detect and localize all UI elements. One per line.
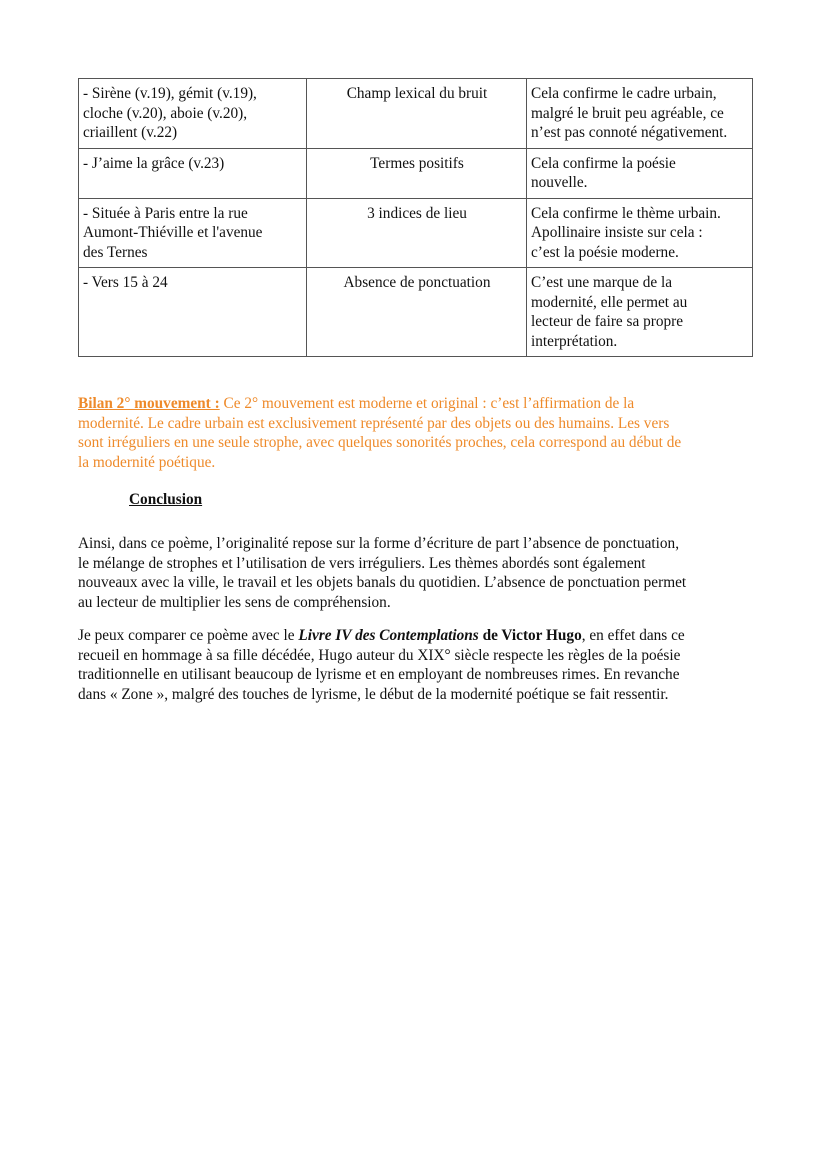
cell-line: malgré le bruit peu agréable, ce [531,104,724,122]
bilan-label: Bilan 2° mouvement : [78,395,220,412]
cell-line: C’est une marque de la [531,274,673,291]
comparison-paragraph [78,626,685,704]
bilan-line: Ce 2° mouvement est moderne et original : c’est l’affirmation de la [219,395,635,412]
cell-line: cloche (v.20), aboie (v.20), [83,104,248,122]
cell-line: Aumont-Thiéville et l'avenue [83,224,263,241]
cell-line: Cela confirme le cadre urbain, [531,85,717,102]
cell-line: des Ternes [83,243,148,261]
table-row [79,268,753,357]
paragraph-line: traditionnelle en utilisant beaucoup de lyrisme et en employant de nombreuses rimes. En revanche [78,666,680,683]
quote-cell [79,268,307,357]
technique-cell: 3 indices de lieu [307,198,527,268]
analysis-table [78,78,753,357]
table-row [79,198,753,268]
paragraph-text: Je peux comparer ce poème avec le [78,627,299,644]
bilan-line: la modernité poétique. [78,453,216,471]
bilan-line: sont irréguliers en une seule strophe, avec quelques sonorités proches, cela correspond au début de [78,434,682,451]
paragraph-line: Ainsi, dans ce poème, l’originalité repose sur la forme d’écriture de part l’absence de ponctuation, [78,535,680,552]
interpretation-cell [527,268,753,357]
table-row [79,148,753,198]
quote-cell [79,198,307,268]
cell-line: nouvelle. [531,174,588,191]
cell-line: - J’aime la grâce (v.23) [83,154,225,172]
author-name: de Victor Hugo [478,627,582,644]
table-row [79,79,753,149]
cell-line: modernité, elle permet au [531,293,688,311]
interpretation-cell [527,79,753,149]
work-title: Livre IV des Contemplations [298,627,479,644]
technique-cell: Champ lexical du bruit [307,79,527,149]
bilan-line: modernité. Le cadre urbain est exclusivement représenté par des objets ou des humains. Les vers [78,414,670,432]
cell-line: criaillent (v.22) [83,124,178,141]
paragraph-line: recueil en hommage à sa fille décédée, Hugo auteur du XIX° siècle respecte les règles de la poésie [78,646,681,664]
cell-line: - Sirène (v.19), gémit (v.19), [83,85,257,102]
interpretation-cell [527,198,753,268]
technique-cell: Termes positifs [307,148,527,198]
quote-cell [79,148,307,198]
paragraph-text: , en effet dans ce [581,627,685,644]
cell-line: Cela confirme la poésie [531,154,676,172]
technique-cell: Absence de ponctuation [307,268,527,357]
paragraph-line: nouveaux avec la ville, le travail et les objets banals du quotidien. L’absence de ponctuation permet [78,574,687,591]
cell-line: c’est la poésie moderne. [531,243,679,261]
paragraph-line: dans « Zone », malgré des touches de lyrisme, le début de la modernité poétique se fait ressentir. [78,685,669,703]
cell-line: - Vers 15 à 24 [83,274,168,291]
bilan-paragraph [78,394,681,472]
paragraph-line: au lecteur de multiplier les sens de compréhension. [78,593,391,611]
cell-line: n’est pas connoté négativement. [531,124,728,141]
cell-line: - Située à Paris entre la rue [83,204,248,222]
cell-line: interprétation. [531,332,618,350]
interpretation-cell [527,148,753,198]
paragraph-line: le mélange de strophes et l’utilisation de vers irréguliers. Les thèmes abordés sont également [78,554,646,572]
quote-cell [79,79,307,149]
cell-line: Apollinaire insiste sur cela : [531,224,703,241]
conclusion-paragraph [78,534,686,612]
conclusion-heading: Conclusion [129,491,203,508]
cell-line: lecteur de faire sa propre [531,313,684,330]
cell-line: Cela confirme le thème urbain. [531,204,721,222]
